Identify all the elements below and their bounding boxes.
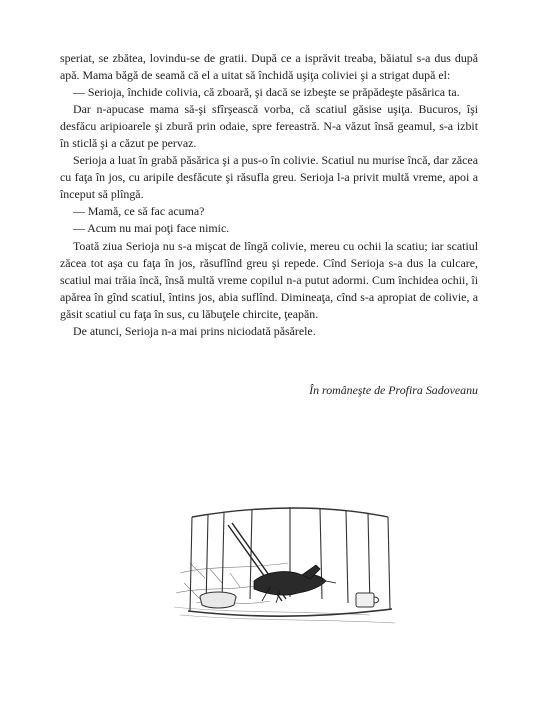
paragraph-6: — Acum nu mai poţi face nimic. — [73, 221, 230, 236]
paragraph-7: Toată ziua Serioja nu s-a mişcat de lîngă colivie, mereu cu ochii la scatiu; iar scatiul zăcea tot aşa cu faţa în jos, răsuflînd greu şi repede. Cînd Serioja s-a dus la culcare, scatiul mai trăia încă, însă multă vreme copilul n-a putut adormi. Cum închidea ochii, îi apărea în gînd scatiul, întins jos, abia suflînd. Dimineaţa, cînd s-a apropiat de colivie, a găsit scatiul cu faţa în sus, cu lăbuţele chircite, ţeapăn. — [60, 238, 478, 321]
translator-credit: În româneşte de Profira Sadoveanu — [309, 383, 478, 397]
paragraph-1: speriat, se zbătea, lovindu-se de gratii. După ce a isprăvit treaba, băiatul s-a dus după apă. Mama băgă de seamă că el a uitat să închidă uşiţa coliviei şi a strigat după el: — [60, 51, 478, 83]
feeder-dish — [200, 592, 236, 608]
story-text — [60, 50, 478, 340]
paragraph-3: Dar n-apucase mama să-şi sfîrşească vorba, că scatiul găsise uşiţa. Bucuros, îşi desfăcu aripioarele şi zbură prin odaie, spre fereastră. N-a văzut însă geamul, s-a izbit în sticlă şi a căzut pe pervaz. — [60, 102, 478, 151]
small-cup — [356, 593, 379, 607]
birdcage-illustration — [170, 503, 405, 628]
paragraph-4: Serioja a luat în grabă păsărica şi a pus-o în colivie. Scatiul nu murise încă, dar zăcea cu faţa în jos, cu aripile desfăcute şi răsufla greu. Serioja l-a privit multă vreme, apoi a început să plîngă. — [60, 153, 478, 202]
paragraph-2: — Serioja, închide colivia, că zboară, şi dacă se izbeşte se prăpădeşte păsărica ta. — [73, 85, 460, 100]
paragraph-8: De atunci, Serioja n-a mai prins niciodată păsărele. — [73, 323, 316, 338]
paragraph-5: — Mamă, ce să fac acuma? — [73, 204, 205, 219]
